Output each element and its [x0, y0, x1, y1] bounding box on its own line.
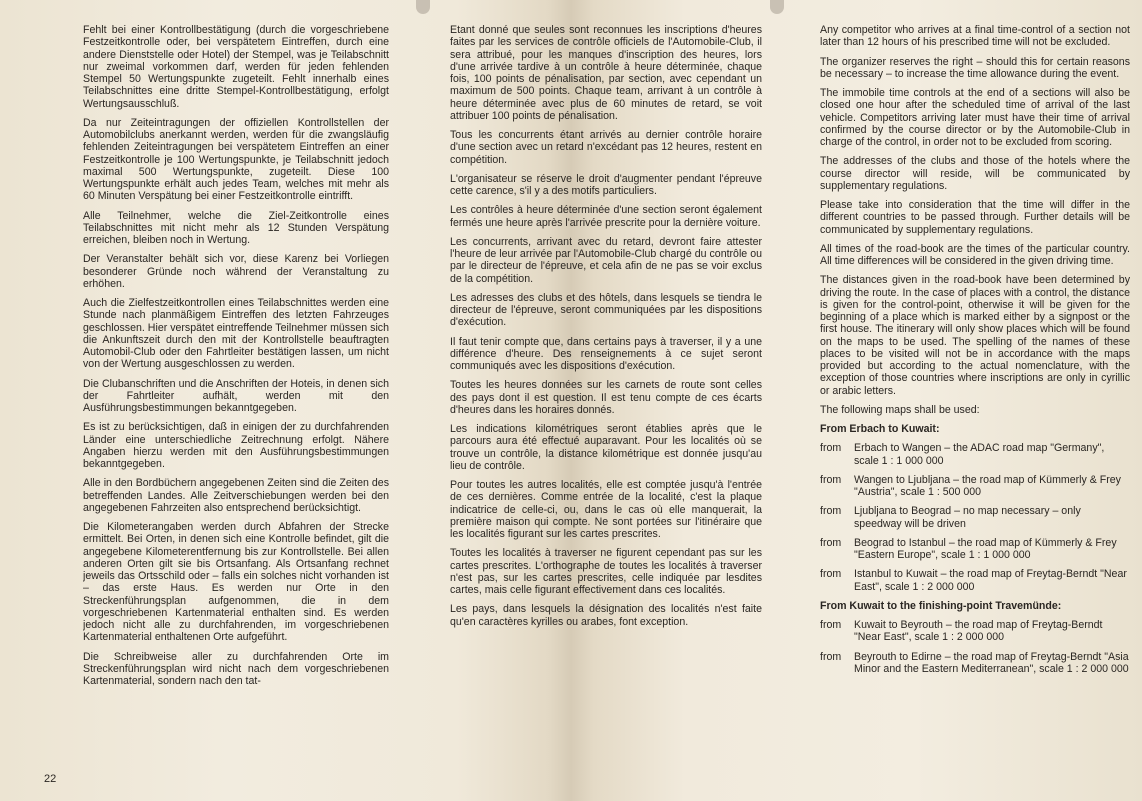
paragraph: All times of the road-book are the times of the particular country. All time differences will be considered in the given driving time. — [820, 242, 1130, 267]
paragraph: L'organisateur se réserve le droit d'augmenter pendant l'épreuve cette carence, s'il y a des motifs particuliers. — [450, 172, 762, 197]
french-column — [450, 24, 762, 769]
paragraph: Les indications kilométriques seront établies après que le parcours aura été effectué auparavant. Pour les localités où se trouve un contrôle, la distance kilométrique est donnée jusqu'au lieu de contrôle. — [450, 423, 762, 472]
paragraph: Es ist zu berücksichtigen, daß in einigen der zu durchfahrenden Länder eine unterschiedliche Zeitrechnung erfolgt. Nähere Angaben hierzu werden mit den Ausführungsbestimmungen bekanntgegeben. — [83, 421, 389, 470]
paragraph: Pour toutes les autres localités, elle est comptée jusqu'à l'entrée de ces dernières. Comme entrée de la localité, c'est la plaque indicatrice de celle-ci, ou, dans le cas où elle manquerait, la première maison qui compte. Ne sont portées sur l'itinéraire que les localités figurant sur les cartes prescrites. — [450, 479, 762, 540]
map-description: Istanbul to Kuwait – the road map of Freytag-Berndt "Near East", scale 1 : 2 000 000 — [854, 568, 1127, 593]
map-entry — [820, 568, 1130, 593]
map-entry — [820, 537, 1130, 562]
paragraph: Alle in den Bordbüchern angegebenen Zeiten sind die Zeiten des betreffenden Landes. Alle Zeitverschiebungen werden bei den angegebenen Fahrzeiten also entsprechend berücksichtigt. — [83, 477, 389, 514]
paragraph: Les pays, dans lesquels la désignation des localités n'est faite qu'en caractères kyrilles ou arabes, font exception. — [450, 603, 762, 628]
paragraph: Die Kilometerangaben werden durch Abfahren der Strecke ermittelt. Bei Orten, in denen sich eine Kontrolle befindet, gilt die angegebene Kilometerentfernung bis zur Kontrollstelle. Bei allen anderen Orten gilt sie bis Ortsanfang. Als Ortsanfang rechnet jeweils das Ortsschild oder – falls ein solches nicht vorhanden ist – das erste Haus. Es werden nur Orte in den Streckenführungsplan aufgenommen, die in dem vorgeschriebenen Kartenmaterial enthalten sind. Es werden jedoch nicht alle zu durchfahrenden, im vorgeschriebenen Kartenmaterial enthaltenen Orte aufgeführt. — [83, 521, 389, 644]
paragraph: Les adresses des clubs et des hôtels, dans lesquels se tiendra le directeur de l'épreuve, seront communiquées par les dispositions d'exécution. — [450, 291, 762, 329]
english-column — [820, 24, 1130, 774]
binding-hole-right — [770, 0, 784, 14]
map-from-label: from — [820, 536, 842, 549]
map-description: Wangen to Ljubljana – the road map of Kümmerly & Frey "Austria", scale 1 : 500 000 — [854, 473, 1121, 498]
map-entry — [820, 442, 1130, 467]
paragraph: Please take into consideration that the time will differ in the different countries to be passed through. Further details will be communicated by supplementary regulations. — [820, 199, 1130, 236]
map-description: Ljubljana to Beograd – no map necessary – only speedway will be driven — [854, 505, 1081, 530]
paragraph: Toutes les localités à traverser ne figurent cependant pas sur les cartes prescrites. L'orthographe de toutes les localités à traverser n'est pas, sur les cartes prescrites, celle indiquée par lesdites cartes, mais celle figurant effectivement dans ces localités. — [450, 547, 762, 596]
map-from-label: from — [820, 568, 842, 581]
paragraph: Les concurrents, arrivant avec du retard, devront faire attester l'heure de leur arrivée par l'Automobile-Club chargé du contrôle ou par le directeur de l'épreuve, et cela afin de ne pas se voir exclus de la compétition. — [450, 235, 762, 285]
paragraph: Der Veranstalter behält sich vor, diese Karenz bei Vorliegen besonderer Gründe noch während der Veranstaltung zu erhöhen. — [83, 253, 389, 290]
page-number: 22 — [44, 773, 57, 785]
map-entry — [820, 474, 1130, 499]
map-from-label: from — [820, 505, 842, 518]
paragraph: Tous les concurrents étant arrivés au dernier contrôle horaire d'une section avec un retard n'excédant pas 12 heures, restent en compétition. — [450, 129, 762, 166]
maps-heading-kuwait-travemuende: From Kuwait to the finishing-point Travemünde: — [820, 599, 1062, 612]
map-entry — [820, 619, 1130, 644]
map-description: Beyrouth to Edirne – the road map of Freytag-Berndt "Asia Minor and the Eastern Mediterranean", scale 1 : 2 000 000 — [854, 650, 1129, 675]
paragraph: The immobile time controls at the end of a sections will also be closed one hour after the scheduled time of arrival of the last vehicle. Competitors arriving later must have their time of arrival confirmed by the course director or by the Automobile-Club in charge of the control, in order not to be excluded from scoring. — [820, 87, 1130, 148]
map-description: Erbach to Wangen – the ADAC road map "Germany", scale 1 : 1 000 000 — [854, 442, 1105, 467]
paragraph: The addresses of the clubs and those of the hotels where the course director will reside, will be communicated by supplementary regulations. — [820, 155, 1130, 192]
paragraph: Auch die Zielfestzeitkontrollen eines Teilabschnittes werden eine Stunde nach planmäßigem Eintreffen des letzten Fahrzeuges geschlossen. Hier verspätet eintreffende Teilnehmer müssen sich die Ankunftszeit durch den mit der Kontrollstelle beauftragten Automobil-Club oder den Fahrtleiter bestätigen lassen, um nicht von der Wertung ausgeschlossen zu werden. — [83, 297, 389, 371]
map-from-label: from — [820, 650, 842, 663]
paragraph: Il faut tenir compte que, dans certains pays à traverser, il y a une différence d'heure. Des renseignements à ce sujet seront communiqués avec les dispositions d'exécution. — [450, 335, 762, 372]
paragraph: Die Clubanschriften und die Anschriften der Hoteis, in denen sich der Fahrtleiter aufhält, werden mit den Ausführungsbestimmungen bekanntgegeben. — [83, 377, 389, 414]
paragraph: Any competitor who arrives at a final time-control of a section not later than 12 hours of his prescribed time will not be excluded. — [820, 24, 1130, 49]
paragraph: Die Schreibweise aller zu durchfahrenden Orte im Streckenführungsplan wird nicht nach dem vorgeschriebenen Kartenmaterial, sondern nach den tat- — [83, 650, 389, 687]
map-from-label: from — [820, 442, 842, 455]
maps-heading-erbach-kuwait: From Erbach to Kuwait: — [820, 423, 940, 435]
paragraph: The following maps shall be used: — [820, 403, 980, 416]
paragraph: Toutes les heures données sur les carnets de route sont celles des pays dont il est question. Il est tenu compte de ces écarts d'heures dans les horaires donnés. — [450, 379, 762, 416]
map-entry — [820, 651, 1130, 676]
paragraph: The distances given in the road-book have been determined by driving the route. In the case of places with a control, the distance is given for the control-point, otherwise it will be given for the beginning of a place which is marked either by a signpost or the first house. The itinerary will only show places which will be found on the maps to be used. The spelling of the names of these places to be visited will not be in accordance with the maps provided but according to the actual nomenclature, with the exception of those countries where inscriptions are only in cyrillic or arabic letters. — [820, 274, 1130, 397]
map-from-label: from — [820, 619, 842, 631]
binding-hole-left — [416, 0, 430, 14]
map-from-label: from — [820, 473, 842, 486]
paragraph: Alle Teilnehmer, welche die Ziel-Zeitkontrolle eines Teilabschnittes mit nicht mehr als 12 Stunden Verspätung erreichen, bleiben noch in Wertung. — [83, 209, 389, 246]
map-description: Kuwait to Beyrouth – the road map of Freytag-Berndt "Near East", scale 1 : 2 000 000 — [854, 619, 1103, 644]
map-entry — [820, 505, 1130, 530]
paragraph: Etant donné que seules sont reconnues les inscriptions d'heures faites par les services de contrôle officiels de l'Automobile-Club, il sera attribué, pour les manques d'inscription des heures, lors d'une arrivée tardive à un contrôle à heure déterminée, chaque fois, 100 points de pénalisation, par section, avec cependant un maximum de 500 points. Chaque team, arrivant à un contrôle à heure déterminée avec plus de 60 minutes de retard, se voit attribuer 100 points de pénalisation. — [450, 24, 762, 122]
paragraph: Fehlt bei einer Kontrollbestätigung (durch die vorgeschriebene Festzeitkontrolle oder, bei verspätetem Eintreffen, durch eine andere Dienststelle oder Hotel) der Stempel, was je Teilabschnitt nur zweimal vorkommen darf, werden für jeden fehlenden Stempel 50 Wertungspunkte zugeteilt. Fehlt innerhalb eines Teilabschnittes eine dritte Stempel-Kontrollbestätigung, erfolgt Wertungsausschluß. — [83, 24, 389, 110]
paragraph: Les contrôles à heure déterminée d'une section seront également fermés une heure après l'arrivée prescrite pour la dernière voiture. — [450, 204, 762, 229]
paragraph: Da nur Zeiteintragungen der offiziellen Kontrollstellen der Automobilclubs anerkannt werden, werden für die zwangsläufig fehlenden Zeiteintragungen bei verspätetem Eintreffen an einer Festzeitkontrolle je 100 Wertungspunkte, je Teilabschnitt jedoch maximal 500 Wertungspunkte, zugeteilt. Diese 100 Wertungspunkte erhält auch jedes Team, welches mit mehr als 60 Minuten Verspätung bei einer Festzeitkontrolle eintrifft. — [83, 116, 389, 203]
german-column — [83, 24, 389, 769]
map-description: Beograd to Istanbul – the road map of Kümmerly & Frey "Eastern Europe", scale 1 : 1 000 000 — [854, 536, 1117, 561]
paragraph: The organizer reserves the right – should this for certain reasons be necessary – to increase the time allowance during the event. — [820, 55, 1130, 80]
